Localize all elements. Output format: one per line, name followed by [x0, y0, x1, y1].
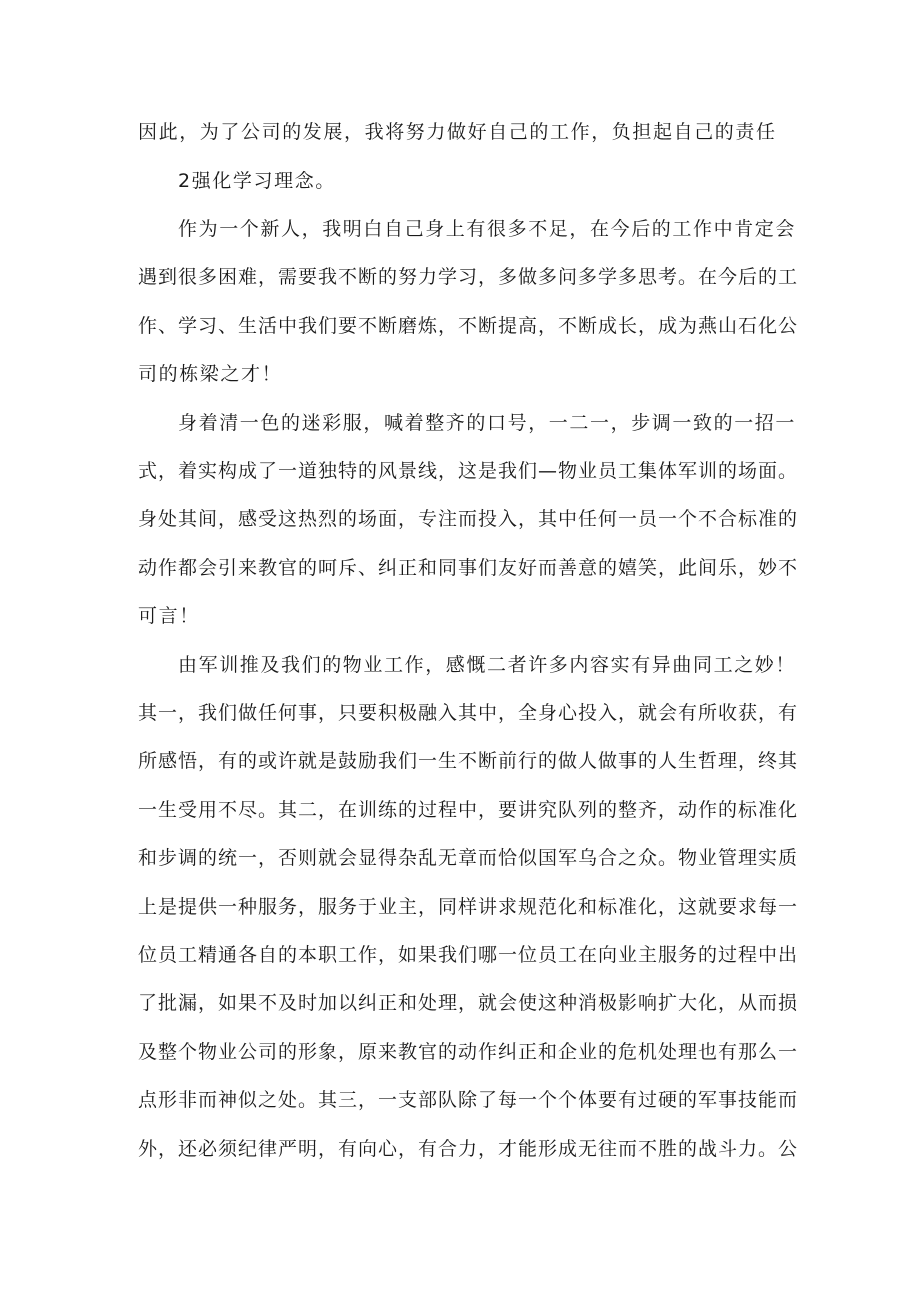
text-line: 所感悟，有的或许就是鼓励我们一生不断前行的做人做事的人生哲理，终其 [138, 750, 799, 772]
text-line: 由军训推及我们的物业工作，感慨二者许多内容实有异曲同工之妙！ [178, 654, 797, 676]
text-line: 式，着实构成了一道独特的风景线，这是我们—物业员工集体军训的场面。 [138, 460, 799, 482]
text-line: 点形非而神似之处。其三，一支部队除了每一个个体要有过硬的军事技能而 [138, 1089, 799, 1111]
text-line: 因此，为了公司的发展，我将努力做好自己的工作，负担起自己的责任 [138, 121, 777, 143]
text-line: 遇到很多困难，需要我不断的努力学习，多做多问多学多思考。在今后的工 [138, 266, 799, 288]
text-line: 司的栋梁之才！ [138, 363, 283, 385]
text-line: 一生受用不尽。其二，在训练的过程中，要讲究队列的整齐，动作的标准化 [138, 799, 799, 821]
text-line: 作、学习、生活中我们要不断磨炼，不断提高，不断成长，成为燕山石化公 [138, 315, 799, 337]
text-line: 身处其间，感受这热烈的场面，专注而投入，其中任何一员一个不合标准的 [138, 508, 799, 530]
text-line: 2强化学习理念。 [178, 170, 336, 192]
text-line: 动作都会引来教官的呵斥、纠正和同事们友好而善意的嬉笑，此间乐，妙不 [138, 557, 799, 579]
text-line: 及整个物业公司的形象，原来教官的动作纠正和企业的危机处理也有那么一 [138, 1041, 799, 1063]
text-line: 和步调的统一，否则就会显得杂乱无章而恰似国军乌合之众。物业管理实质 [138, 847, 799, 869]
text-line: 上是提供一种服务，服务于业主，同样讲求规范化和标准化，这就要求每一 [138, 896, 799, 918]
text-line: 作为一个新人，我明白自己身上有很多不足，在今后的工作中肯定会 [178, 218, 797, 240]
text-line: 位员工精通各自的本职工作，如果我们哪一位员工在向业主服务的过程中出 [138, 944, 799, 966]
text-line: 其一，我们做任何事，只要积极融入其中，全身心投入，就会有所收获，有 [138, 702, 799, 724]
text-line: 外，还必须纪律严明，有向心，有合力，才能形成无往而不胜的战斗力。公 [138, 1138, 799, 1160]
text-line: 身着清一色的迷彩服，喊着整齐的口号，一二一，步调一致的一招一 [178, 412, 797, 434]
text-line: 可言！ [138, 605, 200, 627]
text-line: 了批漏，如果不及时加以纠正和处理，就会使这种消极影响扩大化，从而损 [138, 992, 799, 1014]
